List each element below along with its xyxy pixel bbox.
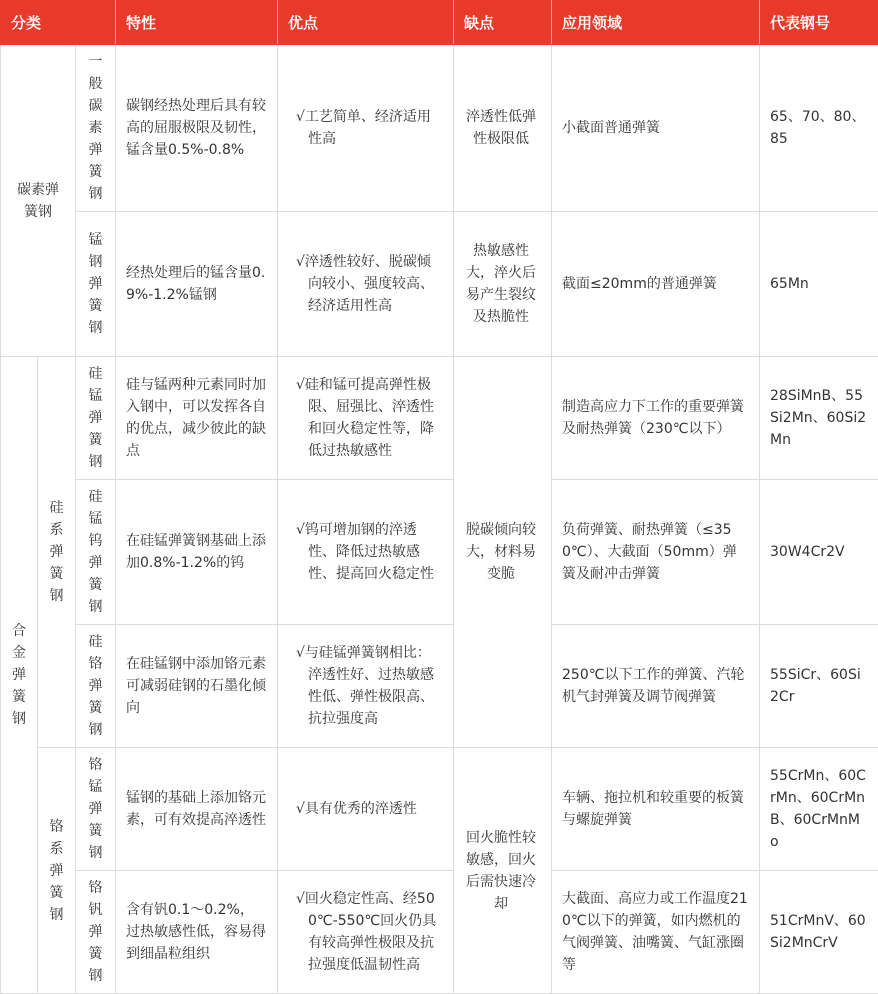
advantage-cell <box>278 871 454 994</box>
header-application: 应用领域 <box>552 1 760 45</box>
application-cell: 车辆、拖拉机和较重要的板簧与螺旋弹簧 <box>552 748 760 871</box>
subcategory-cell <box>76 871 116 994</box>
application-cell: 小截面普通弹簧 <box>552 45 760 212</box>
feature-cell: 硅与锰两种元素同时加入钢中，可以发挥各自的优点，减少彼此的缺点 <box>116 357 278 480</box>
advantage-cell <box>278 625 454 748</box>
subcategory-cell <box>76 212 116 357</box>
advantage-text: √与硅锰弹簧钢相比：淬透性好、过热敏感性低、弹性极限高、抗拉强度高 <box>288 642 443 730</box>
application-cell: 制造高应力下工作的重要弹簧及耐热弹簧（230℃以下） <box>552 357 760 480</box>
advantage-text: √硅和锰可提高弹性极限、屈强比、淬透性和回火稳定性等，降低过热敏感性 <box>288 374 443 462</box>
table-row <box>1 212 878 357</box>
disadvantage-chromium-cell <box>454 748 552 994</box>
table-row <box>1 871 878 994</box>
group-alloy-label: 合金弹簧钢 <box>11 620 27 730</box>
feature-cell: 在硅锰钢中添加铬元素可减弱硅钢的石墨化倾向 <box>116 625 278 748</box>
subcategory-cell <box>76 45 116 212</box>
table-row <box>1 45 878 212</box>
subcategory-label: 硅铬弹簧钢 <box>88 631 104 741</box>
grade-cell: 55CrMn、60CrMn、60CrMnB、60CrMnMo <box>760 748 878 871</box>
advantage-text: √淬透性较好、脱碳倾向较小、强度较高、经济适用性高 <box>288 251 443 317</box>
table-header-row <box>1 1 878 45</box>
feature-cell: 在硅锰弹簧钢基础上添加0.8%-1.2%的钨 <box>116 480 278 625</box>
subcategory-cell <box>76 625 116 748</box>
subcategory-cell <box>76 748 116 871</box>
feature-cell: 经热处理后的锰含量0.9%-1.2%锰钢 <box>116 212 278 357</box>
advantage-text: √回火稳定性高、经500℃-550℃回火仍具有较高弹性极限及抗拉强度低温韧性高 <box>288 888 443 976</box>
grade-cell: 65、70、80、85 <box>760 45 878 212</box>
advantage-text: √钨可增加钢的淬透性、降低过热敏感性、提高回火稳定性 <box>288 519 443 585</box>
advantage-cell <box>278 480 454 625</box>
subcategory-label: 铬钒弹簧钢 <box>88 877 104 987</box>
disadvantage-cell <box>454 212 552 357</box>
grade-cell: 55SiCr、60Si2Cr <box>760 625 878 748</box>
table-row <box>1 480 878 625</box>
group-silicon-cell <box>38 357 76 748</box>
advantage-text: √工艺简单、经济适用性高 <box>288 106 443 150</box>
disadvantage-cell <box>454 45 552 212</box>
grade-cell: 51CrMnV、60Si2MnCrV <box>760 871 878 994</box>
advantage-cell <box>278 748 454 871</box>
subcategory-cell <box>76 480 116 625</box>
table-row <box>1 748 878 871</box>
group-alloy-cell <box>1 357 38 994</box>
disadvantage-silicon-cell <box>454 357 552 748</box>
disadvantage-text: 脱碳倾向较大，材料易变脆 <box>464 519 538 585</box>
feature-cell: 碳钢经热处理后具有较高的屈服极限及韧性，锰含量0.5%-0.8% <box>116 45 278 212</box>
advantage-text: √具有优秀的淬透性 <box>288 798 443 820</box>
group-carbon-label: 碳素弹簧钢 <box>17 182 59 220</box>
grade-cell: 65Mn <box>760 212 878 357</box>
subcategory-label: 硅锰钨弹簧钢 <box>88 486 104 618</box>
header-advantage: 优点 <box>278 1 454 45</box>
application-cell: 负荷弹簧、耐热弹簧（≤350℃）、大截面（50mm）弹簧及耐冲击弹簧 <box>552 480 760 625</box>
subcategory-label: 硅锰弹簧钢 <box>88 363 104 473</box>
header-category: 分类 <box>1 1 116 45</box>
table-row <box>1 625 878 748</box>
application-cell: 大截面、高应力或工作温度210℃以下的弹簧，如内燃机的气阀弹簧、油嘴簧、气缸涨圈等 <box>552 871 760 994</box>
group-carbon-cell <box>1 45 76 357</box>
table-row <box>1 357 878 480</box>
application-cell: 截面≤20mm的普通弹簧 <box>552 212 760 357</box>
header-disadvantage: 缺点 <box>454 1 552 45</box>
subcategory-label: 锰钢弹簧钢 <box>88 229 104 339</box>
subcategory-label: 一般碳素弹簧钢 <box>88 51 104 205</box>
subcategory-cell <box>76 357 116 480</box>
advantage-cell <box>278 45 454 212</box>
disadvantage-text: 淬透性低弹性极限低 <box>464 106 538 150</box>
group-chromium-cell <box>38 748 76 994</box>
disadvantage-text: 热敏感性大，淬火后易产生裂纹及热脆性 <box>464 240 538 328</box>
grade-cell: 28SiMnB、55Si2Mn、60Si2Mn <box>760 357 878 480</box>
group-chromium-label: 铬系弹簧钢 <box>49 816 65 926</box>
advantage-cell <box>278 357 454 480</box>
subcategory-label: 铬锰弹簧钢 <box>88 754 104 864</box>
group-silicon-label: 硅系弹簧钢 <box>49 497 65 607</box>
feature-cell: 含有钒0.1～0.2%，过热敏感性低，容易得到细晶粒组织 <box>116 871 278 994</box>
application-cell: 250℃以下工作的弹簧、汽轮机气封弹簧及调节阀弹簧 <box>552 625 760 748</box>
header-feature: 特性 <box>116 1 278 45</box>
grade-cell: 30W4Cr2V <box>760 480 878 625</box>
disadvantage-text: 回火脆性较敏感，回火后需快速冷却 <box>464 827 538 915</box>
header-grade: 代表钢号 <box>760 1 878 45</box>
advantage-cell <box>278 212 454 357</box>
feature-cell: 锰钢的基础上添加铬元素，可有效提高淬透性 <box>116 748 278 871</box>
